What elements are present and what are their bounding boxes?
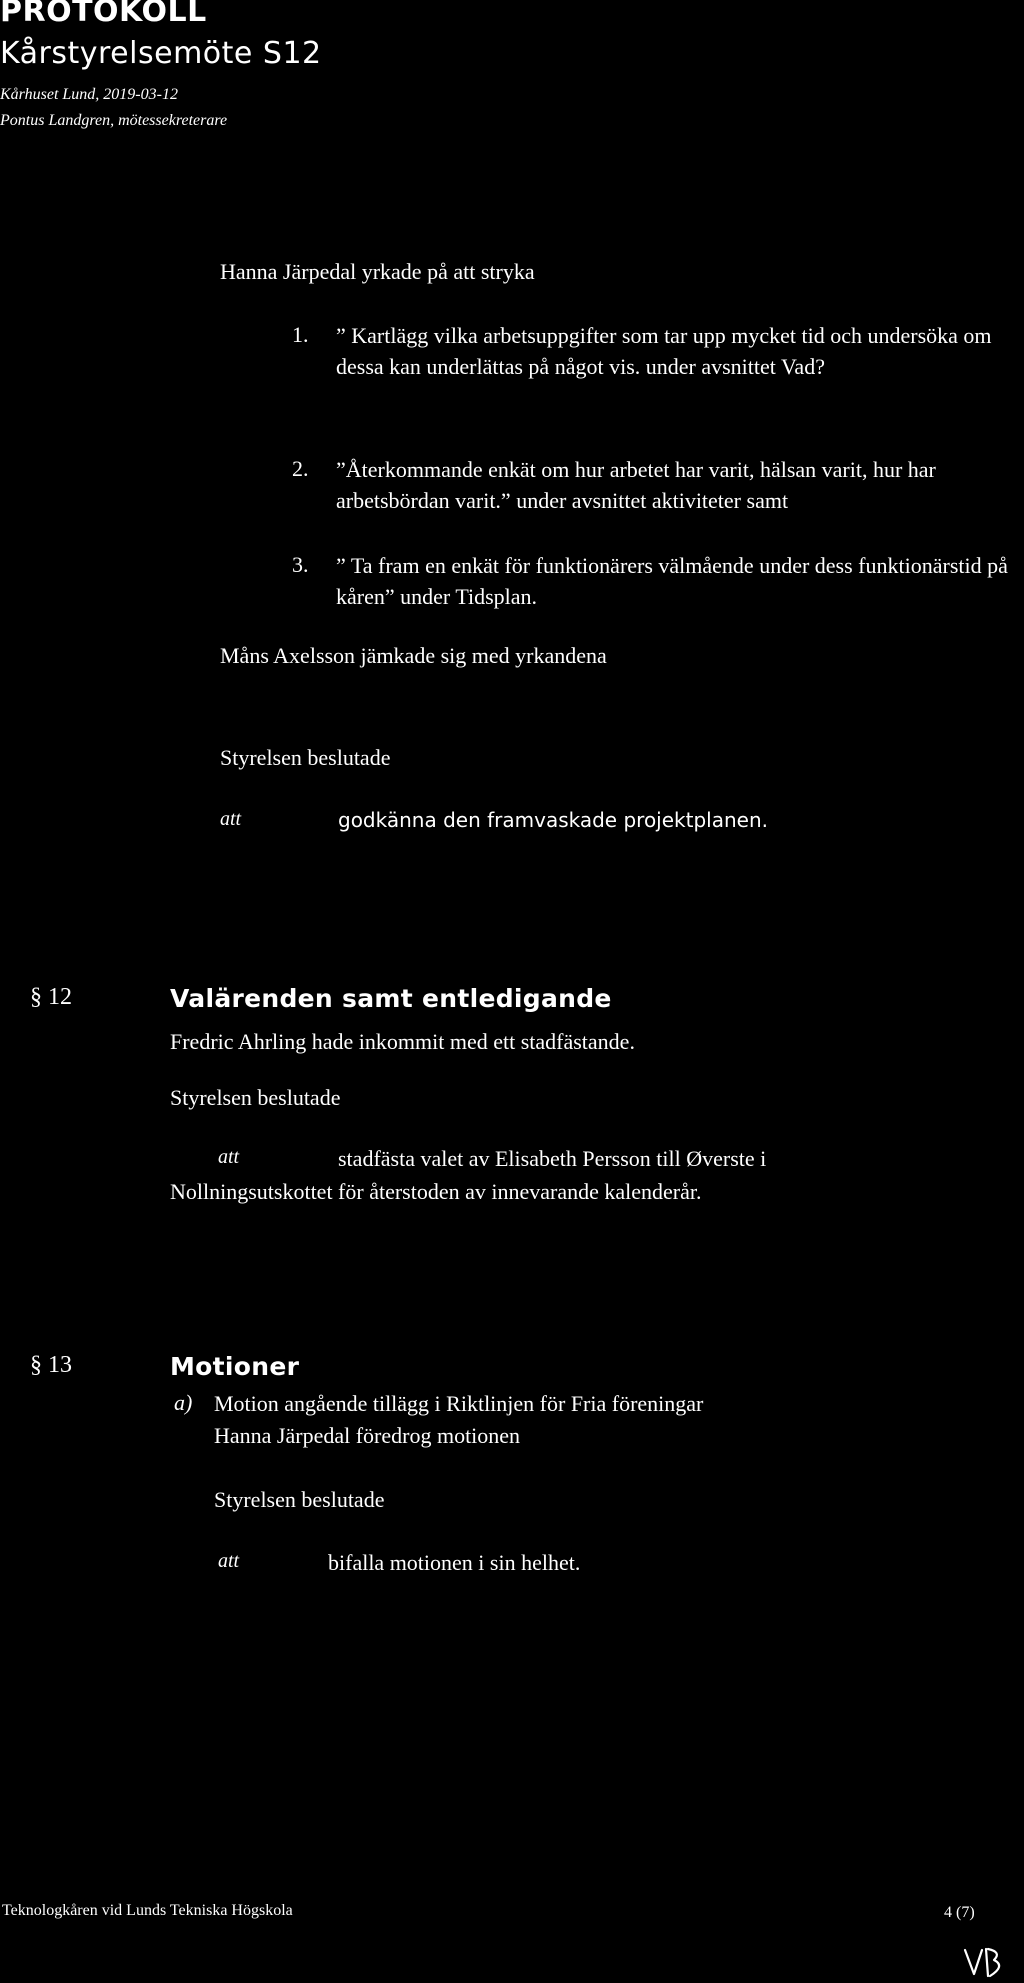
section-title: Valärenden samt entledigande [170, 984, 612, 1013]
list-item-number: 1. [292, 322, 309, 347]
list-item: ” Kartlägg vilka arbetsuppgifter som tar upp mycket tid och undersöka om dessa kan underlättas på något vis. under avsnittet Vad? [336, 323, 992, 379]
decision-text: godkänna den framvaskade projektplanen. [338, 808, 768, 832]
sub-item-label: a) [174, 1390, 193, 1415]
att-label: att [218, 1146, 240, 1168]
decision-text: stadfästa valet av Elisabeth Persson till Øverste i [338, 1146, 767, 1171]
place-date: Kårhuset Lund, 2019-03-12 [0, 86, 178, 103]
list-item-number: 3. [292, 552, 309, 577]
decision-heading: Styrelsen beslutade [214, 1487, 385, 1512]
document-title: PROTOKOLL [0, 0, 207, 29]
att-label: att [218, 1550, 240, 1572]
section-title: Motioner [170, 1352, 300, 1381]
motion-title: Motion angående tillägg i Riktlinjen för Fria föreningar [214, 1391, 704, 1416]
decision-heading: Styrelsen beslutade [170, 1085, 341, 1110]
signature-initials [962, 1946, 1008, 1980]
motion-intro: Hanna Järpedal yrkade på att stryka [220, 259, 535, 284]
list-item: ”Återkommande enkät om hur arbetet har varit, hälsan varit, hur har arbetsbördan varit.” under avsnittet aktiviteter samt [336, 457, 936, 513]
att-label: att [220, 808, 242, 830]
list-item: ” Ta fram en enkät för funktionärers välmående under dess funktionärstid på kåren” under Tidsplan. [336, 553, 1008, 609]
adjustment-text: Måns Axelsson jämkade sig med yrkandena [220, 643, 607, 668]
section-number: § 12 [30, 984, 72, 1010]
footer-organization: Teknologkåren vid Lunds Tekniska Högskola [2, 1902, 293, 1919]
section-text: Fredric Ahrling hade inkommit med ett stadfästande. [170, 1029, 635, 1054]
section-number: § 13 [30, 1352, 72, 1378]
decision-heading: Styrelsen beslutade [220, 745, 391, 770]
decision-text-continued: Nollningsutskottet för återstoden av innevarande kalenderår. [170, 1179, 702, 1204]
secretary: Pontus Landgren, mötessekreterare [0, 112, 228, 129]
list-item-number: 2. [292, 456, 309, 481]
decision-text: bifalla motionen i sin helhet. [328, 1550, 581, 1575]
presenter-text: Hanna Järpedal föredrog motionen [214, 1423, 521, 1448]
page-number: 4 (7) [944, 1904, 975, 1921]
meeting-name: Kårstyrelsemöte S12 [0, 36, 322, 71]
